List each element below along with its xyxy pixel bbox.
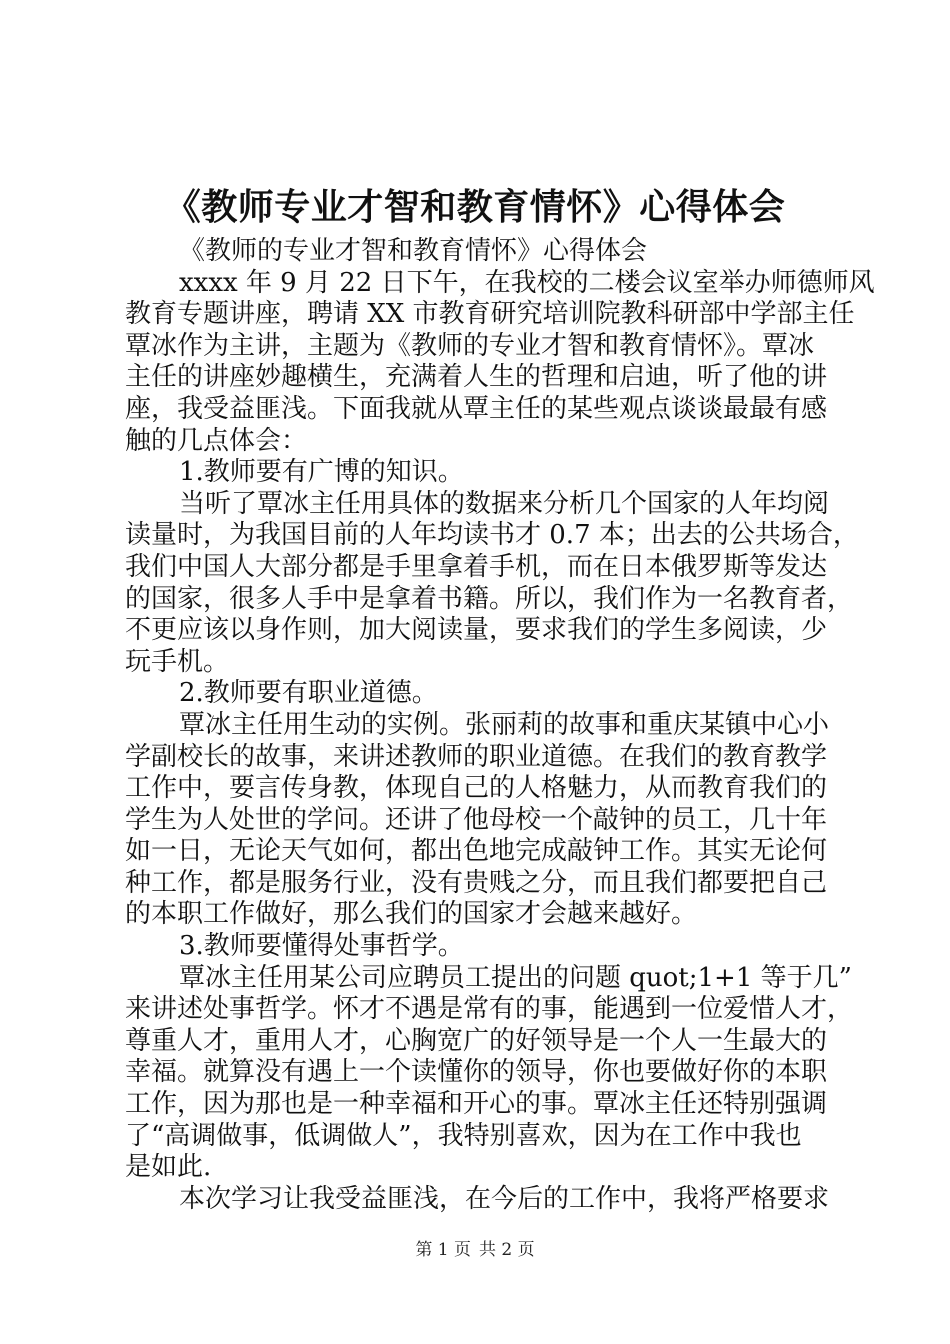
- paragraph-line: 的本职工作做好，那么我们的国家才会越来越好。: [125, 899, 698, 930]
- paragraph-line: 了“高调做事，低调做人”，我特别喜欢，因为在工作中我也: [125, 1120, 802, 1151]
- paragraph-line: 3.教师要懂得处事哲学。: [179, 931, 464, 962]
- paragraph-line: 如一日，无论天气如何，都出色地完成敲钟工作。其实无论何: [125, 836, 828, 867]
- paragraph-line: 覃冰主任用某公司应聘员工提出的问题 quot;1+1 等于几”: [179, 962, 852, 993]
- paragraph-line: 工作中，要言传身教，体现自己的人格魅力，从而教育我们的: [125, 773, 828, 804]
- paragraph-line: 本次学习让我受益匪浅，在今后的工作中，我将严格要求: [179, 1183, 830, 1214]
- paragraph-line: 工作，因为那也是一种幸福和开心的事。覃冰主任还特别强调: [125, 1089, 828, 1120]
- paragraph-line: 玩手机。: [125, 646, 230, 677]
- paragraph-line: 是如此.: [125, 1152, 212, 1183]
- paragraph-line: 教育专题讲座，聘请 XX 市教育研究培训院教科研部中学部主任: [125, 299, 855, 330]
- paragraph-line: 我们中国人大部分都是手里拿着手机，而在日本俄罗斯等发达: [125, 551, 828, 582]
- paragraph-line: 读量时，为我国目前的人年均读书才 0.7 本；出去的公共场合，: [125, 520, 859, 551]
- page-footer: [0, 1238, 950, 1262]
- paragraph-line: 1.教师要有广博的知识。: [179, 457, 464, 488]
- document-title: 《教师专业才智和教育情怀》心得体会: [164, 186, 786, 228]
- document-body: [125, 236, 875, 1215]
- paragraph-line: 种工作，都是服务行业，没有贵贱之分，而且我们都要把自己: [125, 867, 828, 898]
- paragraph-line: 学副校长的故事，来讲述教师的职业道德。在我们的教育教学: [125, 741, 828, 772]
- paragraph-line: 触的几点体会：: [125, 425, 308, 456]
- paragraph-line: 幸福。就算没有遇上一个读懂你的领导，你也要做好你的本职: [125, 1057, 828, 1088]
- paragraph-line: 当听了覃冰主任用具体的数据来分析几个国家的人年均阅: [179, 488, 830, 519]
- paragraph-line: xxxx 年 9 月 22 日下午，在我校的二楼会议室举办师德师风: [179, 267, 875, 298]
- paragraph-line: 来讲述处事哲学。怀才不遇是常有的事，能遇到一位爱惜人才，: [125, 994, 854, 1025]
- page-number: 第 1 页: [415, 1240, 471, 1260]
- paragraph-line: 尊重人才，重用人才，心胸宽广的好领导是一个人一生最大的: [125, 1025, 828, 1056]
- paragraph-line: 不更应该以身作则，加大阅读量，要求我们的学生多阅读，少: [125, 615, 828, 646]
- page-total: 共 2 页: [479, 1240, 535, 1260]
- paragraph-line: 2.教师要有职业道德。: [179, 678, 438, 709]
- paragraph-line: 座，我受益匪浅。下面我就从覃主任的某些观点谈谈最最有感: [125, 393, 828, 424]
- paragraph-line: 《教师的专业才智和教育情怀》心得体会: [179, 236, 648, 266]
- paragraph-line: 学生为人处世的学问。还讲了他母校一个敲钟的员工，几十年: [125, 804, 828, 835]
- paragraph-line: 的国家，很多人手中是拿着书籍。所以，我们作为一名教育者，: [125, 583, 854, 614]
- paragraph-line: 覃冰主任用生动的实例。张丽莉的故事和重庆某镇中心小: [179, 709, 830, 740]
- paragraph-line: 主任的讲座妙趣横生，充满着人生的哲理和启迪，听了他的讲: [125, 362, 828, 393]
- paragraph-line: 覃冰作为主讲，主题为《教师的专业才智和教育情怀》。覃冰: [125, 330, 815, 361]
